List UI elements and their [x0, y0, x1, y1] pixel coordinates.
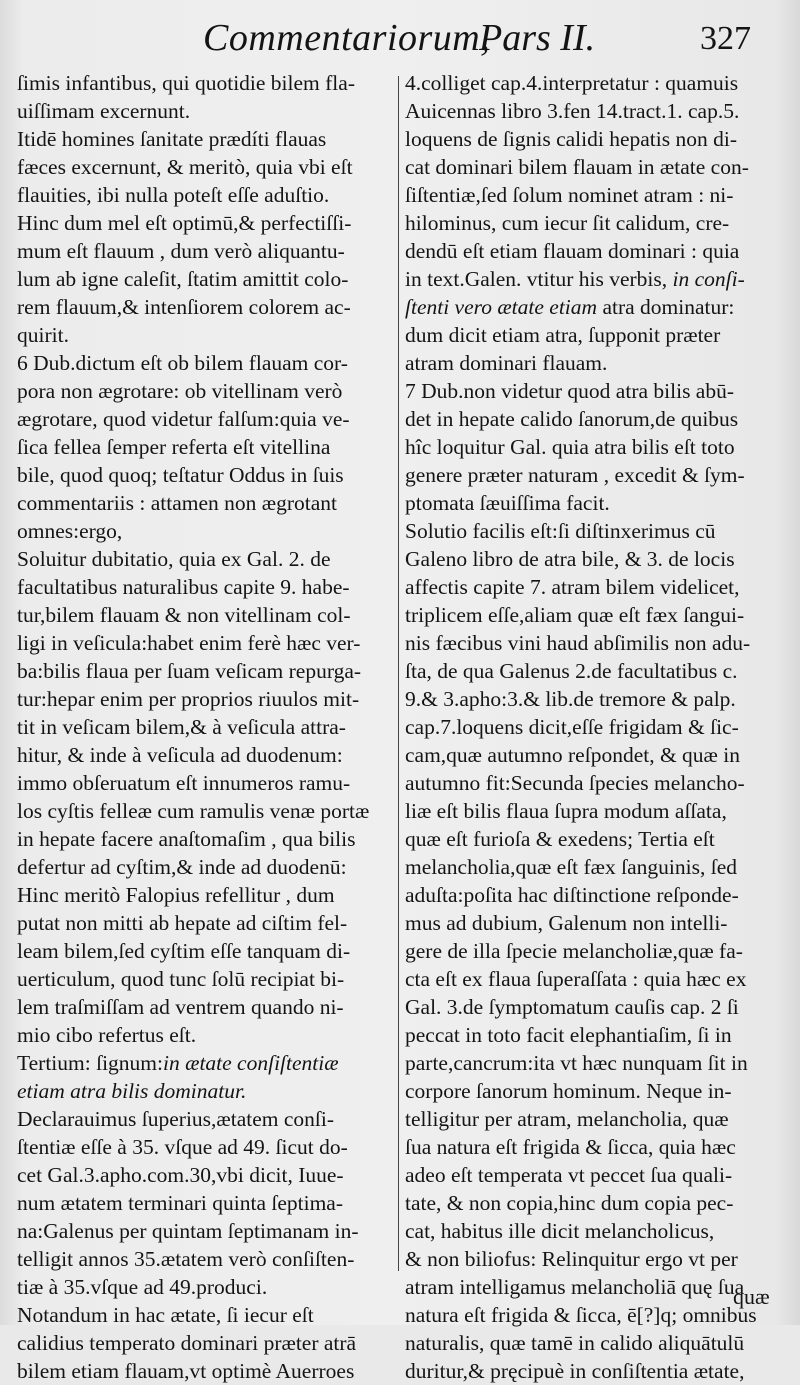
text-line — [17, 265, 397, 293]
line-text: immo obſeruatum eſt innumeros ramu- — [17, 771, 351, 795]
line-text: & non biliofus: Relinquitur ergo vt per — [405, 1247, 738, 1271]
line-text: cam,quæ autumno reſpondet, & quæ in — [405, 743, 740, 767]
line-text: tur,bilem flauam & non vitellinam col- — [17, 603, 351, 627]
text-line — [405, 321, 790, 349]
line-text: putat non mitti ab hepate ad ciſtim fel- — [17, 911, 348, 935]
line-text: in hepate facere anaſtomaſim , qua bilis — [17, 827, 356, 851]
line-text: Gal. 3.de ſymptomatum cauſis cap. 2 ſi — [405, 995, 739, 1019]
text-line — [405, 1133, 790, 1161]
text-line — [17, 489, 397, 517]
line-text: facultatibus naturalibus capite 9. habe- — [17, 575, 350, 599]
line-text: det in hepate calido ſanorum,de quibus — [405, 407, 739, 431]
line-text: dendū eſt etiam flauam dominari : quia — [405, 239, 740, 263]
text-line — [405, 769, 790, 797]
line-text: mio cibo refertus eſt. — [17, 1023, 197, 1047]
line-text: mus ad dubium, Galenum non intelli- — [405, 911, 728, 935]
line-text: ſta, de qua Galenus 2.de facultatibus c. — [405, 659, 738, 683]
text-line — [405, 685, 790, 713]
line-text: adeo eſt temperata vt peccet ſua quali- — [405, 1163, 733, 1187]
line-text: cet Gal.3.apho.com.30,vbi dicit, Iuue- — [17, 1163, 344, 1187]
text-line — [405, 489, 790, 517]
text-line — [17, 321, 397, 349]
line-text: ptomata ſæuiſſima facit. — [405, 491, 610, 515]
text-line — [17, 909, 397, 937]
line-text: nis fæcibus vini haud abſimilis non adu- — [405, 631, 751, 655]
line-text: autumno fit:Secunda ſpecies melancho- — [405, 771, 745, 795]
line-text: melancholia,quæ eſt fæx ſanguinis, ſed — [405, 855, 737, 879]
text-line — [17, 825, 397, 853]
line-text: hitur, & inde à veſicula ad duodenum: — [17, 743, 343, 767]
line-text: Notandum in hac ætate, ſi iecur eſt — [17, 1303, 314, 1327]
text-line — [405, 405, 790, 433]
text-line — [17, 1329, 397, 1357]
italic-quotation: in ætate conſiſtentiæ — [163, 1051, 339, 1075]
text-line — [405, 1105, 790, 1133]
text-line — [405, 629, 790, 657]
text-line — [17, 1189, 397, 1217]
line-text: tate, & non copia,hinc dum copia pec- — [405, 1191, 734, 1215]
line-text: defertur ad cyſtim,& inde ad duodenū: — [17, 855, 347, 879]
text-line — [17, 713, 397, 741]
running-title: Commentariorum, — [203, 17, 491, 59]
text-line — [17, 1217, 397, 1245]
text-line — [405, 881, 790, 909]
text-line — [405, 69, 790, 97]
line-text: affectis capite 7. atram bilem videlicet, — [405, 575, 740, 599]
text-line — [17, 125, 397, 153]
line-text: cta eſt ex flaua ſuperaſſata : quia hæc ex — [405, 967, 747, 991]
text-line — [17, 153, 397, 181]
text-line — [405, 909, 790, 937]
line-text: ligi in veſicula:habet enim ferè hæc ver- — [17, 631, 361, 655]
text-line — [17, 1105, 397, 1133]
line-text: hilominus, cum iecur ſit calidum, cre- — [405, 211, 730, 235]
text-line — [405, 153, 790, 181]
text-line — [17, 741, 397, 769]
line-text: triplicem eſſe,aliam quæ eſt fæx ſangui- — [405, 603, 745, 627]
text-line — [405, 573, 790, 601]
line-text: parte,cancrum:ita vt hæc nunquam ſit in — [405, 1051, 748, 1075]
line-text: Hinc dum mel eſt optimū,& perfectiſſi- — [17, 211, 352, 235]
text-line — [17, 601, 397, 629]
text-line — [405, 461, 790, 489]
text-line — [17, 937, 397, 965]
text-line — [405, 125, 790, 153]
catchword: quæ — [733, 1284, 770, 1309]
italic-quotation: ſtenti vero ætate etiam — [405, 295, 598, 319]
text-line — [405, 377, 790, 405]
page-number: 327 — [700, 20, 751, 57]
line-text: Tertium: ſignum: — [17, 1051, 163, 1075]
text-line — [17, 1273, 397, 1301]
text-line — [17, 769, 397, 797]
line-text: atram dominari flauam. — [405, 351, 608, 375]
text-line — [17, 629, 397, 657]
text-line — [405, 797, 790, 825]
text-line — [17, 1161, 397, 1189]
line-text: flauities, ibi nulla poteſt eſſe aduſtio. — [17, 183, 330, 207]
line-text: Galeno libro de atra bile, & 3. de locis — [405, 547, 735, 571]
column-divider — [398, 76, 399, 1271]
line-text: cap.7.loquens dicit,eſſe frigidam & ſic- — [405, 715, 739, 739]
line-text: hîc loquitur Gal. quia atra bilis eſt toto — [405, 435, 735, 459]
text-line — [405, 1357, 790, 1385]
text-line — [17, 405, 397, 433]
text-line — [17, 461, 397, 489]
text-line — [405, 741, 790, 769]
line-text: ſtentiæ eſſe à 35. vſque ad 49. ſicut do- — [17, 1135, 348, 1159]
line-text: calidius temperato dominari præter atrā — [17, 1331, 357, 1355]
left-text-column — [17, 69, 397, 1385]
text-line — [17, 237, 397, 265]
text-line — [405, 433, 790, 461]
right-text-column — [405, 69, 790, 1385]
text-line — [405, 937, 790, 965]
line-text: lum ab igne caleſit, ſtatim amittit colo- — [17, 267, 349, 291]
text-line — [17, 293, 397, 321]
line-text: peccat in toto facit elephantiaſim, ſi in — [405, 1023, 732, 1047]
line-text: fæces excernunt, & meritò, quia vbi eſt — [17, 155, 353, 179]
text-line — [405, 1245, 790, 1273]
text-line — [17, 797, 397, 825]
text-line — [17, 209, 397, 237]
text-line — [17, 349, 397, 377]
line-text: Solutio facilis eſt:ſi diſtinxerimus cū — [405, 519, 716, 543]
line-text: tur:hepar enim per proprios riuulos mit- — [17, 687, 360, 711]
text-line — [405, 965, 790, 993]
line-text: omnes:ergo, — [17, 519, 123, 543]
line-text: 9.& 3.apho:3.& lib.de tremore & palp. — [405, 687, 736, 711]
line-text: genere præter naturam , excedit & ſym- — [405, 463, 745, 487]
text-line — [17, 1133, 397, 1161]
line-text: cat, habitus ille dicit melancholicus, — [405, 1219, 715, 1243]
line-text: atra dominatur: — [597, 295, 735, 319]
text-line — [17, 573, 397, 601]
text-line — [405, 713, 790, 741]
line-text: los cyſtis felleæ cum ramulis venæ portæ — [17, 799, 370, 823]
line-text: na:Galenus per quintam ſeptimanam in- — [17, 1219, 359, 1243]
text-line — [405, 1021, 790, 1049]
line-text: in text.Galen. vtitur his verbis, — [405, 267, 673, 291]
text-line — [405, 1077, 790, 1105]
text-line — [17, 685, 397, 713]
text-line — [17, 1357, 397, 1385]
line-text: commentariis : attamen non ægrotant — [17, 491, 338, 515]
line-text: leam bilem,ſed cyſtim eſſe tanquam di- — [17, 939, 351, 963]
text-line — [17, 1077, 397, 1105]
text-line — [405, 825, 790, 853]
text-line — [405, 1217, 790, 1245]
text-line — [405, 1329, 790, 1357]
text-line — [17, 69, 397, 97]
part-label: Pars II. — [479, 17, 596, 59]
line-text: bilem etiam flauam,vt optimè Auerroes — [17, 1359, 355, 1383]
line-text: lem traſmiſſam ad ventrem quando ni- — [17, 995, 344, 1019]
line-text: Declarauimus ſuperius,ætatem conſi- — [17, 1107, 335, 1131]
line-text: ſimis infantibus, qui quotidie bilem fla- — [17, 71, 355, 95]
line-text: quæ eſt furioſa & exedens; Tertia eſt — [405, 827, 715, 851]
line-text: 6 Dub.dictum eſt ob bilem flauam cor- — [17, 351, 348, 375]
text-line — [405, 545, 790, 573]
text-line — [405, 601, 790, 629]
text-line — [17, 881, 397, 909]
line-text: telligitur per atram, melancholia, quæ — [405, 1107, 729, 1131]
line-text: Itidē homines ſanitate prædíti flauas — [17, 127, 327, 151]
line-text: uerticulum, quod tunc ſolū recipiat bi- — [17, 967, 345, 991]
text-line — [17, 377, 397, 405]
text-line — [17, 965, 397, 993]
line-text: ba:bilis flaua per ſuam veſicam repurga- — [17, 659, 362, 683]
line-text: pora non ægrotare: ob vitellinam verò — [17, 379, 343, 403]
line-text: ſica fellea ſemper referta eſt vitellina — [17, 435, 331, 459]
line-text: gere de illa ſpecie melancholiæ,quæ fa- — [405, 939, 743, 963]
text-line — [405, 237, 790, 265]
line-text: ſiſtentiæ,ſed ſolum nominet atram : ni- — [405, 183, 734, 207]
line-text: rem flauum,& intenſiorem colorem ac- — [17, 295, 351, 319]
text-line — [405, 517, 790, 545]
line-text: quirit. — [17, 323, 69, 347]
text-line — [17, 1049, 397, 1077]
text-line — [405, 97, 790, 125]
running-head — [0, 14, 800, 68]
text-line — [405, 1189, 790, 1217]
line-text: cat dominari bilem flauam in ætate con- — [405, 155, 749, 179]
text-line — [17, 1021, 397, 1049]
line-text: naturalis, quæ tamē in calido aliquātulū — [405, 1331, 745, 1355]
text-line — [405, 657, 790, 685]
italic-quotation: in conſi- — [672, 267, 745, 291]
text-line — [405, 853, 790, 881]
text-line — [405, 209, 790, 237]
text-line — [405, 1049, 790, 1077]
line-text: tiæ à 35.vſque ad 49.produci. — [17, 1275, 268, 1299]
line-text: ægrotare, quod videtur falſum:quia ve- — [17, 407, 350, 431]
line-text: liæ eſt bilis flaua ſupra modum aſſata, — [405, 799, 727, 823]
text-line — [405, 265, 790, 293]
line-text: Soluitur dubitatio, quia ex Gal. 2. de — [17, 547, 331, 571]
line-text: dum dicit etiam atra, ſupponit præter — [405, 323, 721, 347]
line-text: telligit annos 35.ætatem verò conſiſten- — [17, 1247, 355, 1271]
line-text: aduſta:poſita hac diſtinctione reſponde- — [405, 883, 739, 907]
text-line — [405, 993, 790, 1021]
text-line — [17, 993, 397, 1021]
line-text: duritur,& pręcipuè in conſiſtentia ætate, — [405, 1359, 745, 1383]
text-line — [17, 657, 397, 685]
text-line — [405, 181, 790, 209]
text-line — [17, 181, 397, 209]
text-line — [17, 1245, 397, 1273]
line-text: ſua natura eſt frigida & ſicca, quia hæc — [405, 1135, 736, 1159]
text-line — [17, 545, 397, 573]
text-line — [405, 1161, 790, 1189]
line-text: Hinc meritò Falopius refellitur , dum — [17, 883, 335, 907]
line-text: uiſſimam excernunt. — [17, 99, 191, 123]
line-text: corpore ſanorum hominum. Neque in- — [405, 1079, 732, 1103]
line-text: atram intelligamus melancholiā quę ſua — [405, 1275, 745, 1299]
line-text: natura eſt frigida & ſicca, ē[?]q; omnibus — [405, 1303, 757, 1327]
text-line — [17, 97, 397, 125]
line-text: tit in veſicam bilem,& à veſicula attra- — [17, 715, 346, 739]
line-text: mum eſt flauum , dum verò aliquantu- — [17, 239, 345, 263]
line-text: bile, quod quoq; teſtatur Oddus in ſuis — [17, 463, 344, 487]
italic-quotation: etiam atra bilis dominatur. — [17, 1079, 247, 1103]
text-line — [17, 853, 397, 881]
text-line — [17, 517, 397, 545]
line-text: loquens de ſignis calidi hepatis non di- — [405, 127, 738, 151]
text-line — [405, 293, 790, 321]
text-line — [405, 349, 790, 377]
line-text: Auicennas libro 3.fen 14.tract.1. cap.5. — [405, 99, 740, 123]
line-text: 7 Dub.non videtur quod atra bilis abū- — [405, 379, 735, 403]
text-line — [17, 433, 397, 461]
line-text: num ætatem terminari quinta ſeptima- — [17, 1191, 343, 1215]
line-text: 4.colliget cap.4.interpretatur : quamuis — [405, 71, 739, 95]
